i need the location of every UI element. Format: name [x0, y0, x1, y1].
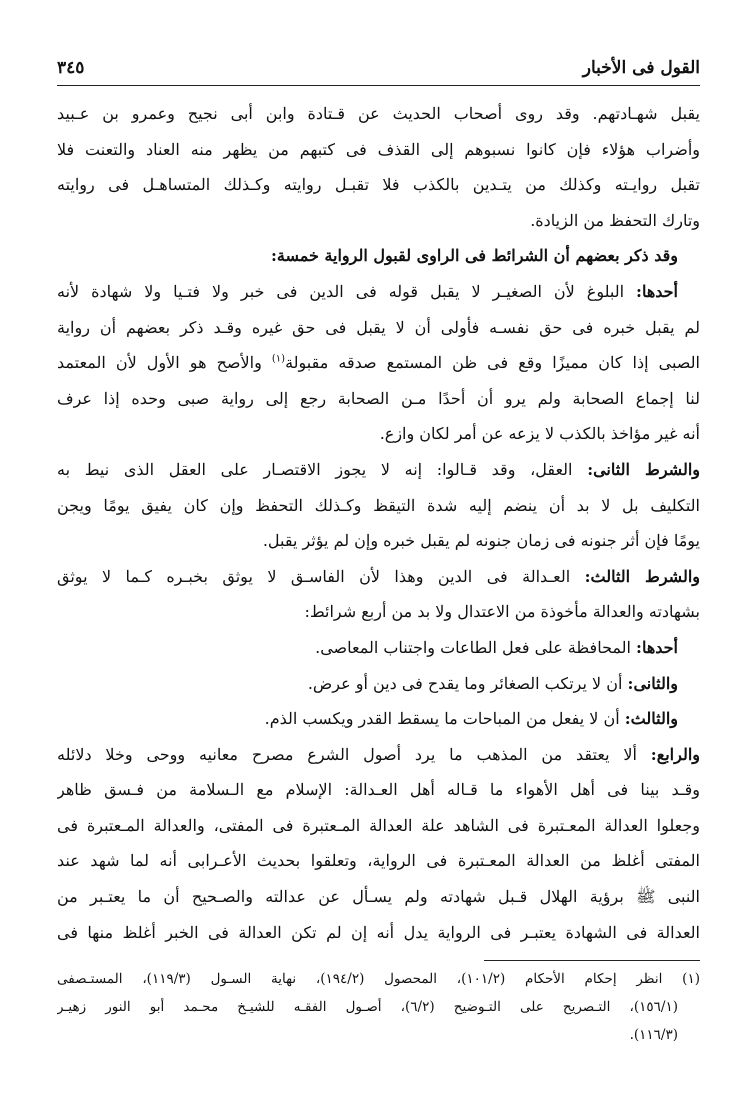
text-line: بشهادته والعدالة مأخوذة من الاعتدال ولا بد من أربع شرائط: — [304, 602, 700, 622]
sub-condition-text: أن لا يفعل من المباحات ما يسقط القدر ويكسب الذم. — [264, 709, 625, 729]
text-line: النبى ﷺ برؤية الهلال قـبل شهادته ولم يسـأل عن عدالته والصـحيح أن ما يعتـبر من — [57, 887, 700, 907]
text-line — [57, 345, 700, 381]
text-line: لم يقبل خبره فى حق نفسـه فأولى أن لا يقبل فى حق غيره وقـد ذكر بعضهم أن رواية — [57, 317, 700, 337]
section-intro — [57, 238, 700, 274]
text-line: وأضراب هؤلاء فإن كانوا نسبوهم إلى القذف فى كتبهم من يظهر منه العناد والتعنت فلا — [57, 139, 700, 159]
sub-condition — [57, 666, 700, 702]
text-line: العدالة فى الشهادة يعتبـر فى الرواية يدل أنه إن لم تكن العدالة فى الخبر أغلظ منها فى — [57, 922, 700, 942]
section-intro-text: وقد ذكر بعضهم أن الشرائط فى الراوى لقبول الرواية خمسة: — [270, 246, 678, 266]
footnote-marker[interactable]: (١) — [271, 353, 286, 365]
sub-condition-text: أن لا يرتكب الصغائر وما يقدح فى دين أو عرض. — [307, 673, 628, 693]
header-rule — [57, 85, 700, 86]
condition-text: الصبى إذا كان مميزًا وقع فى ظن المستمع صدقه مقبولة — [285, 353, 700, 373]
text-line: يومًا فإن أثر جنونه فى زمان جنونه لم يقبل خبره وإن لم يؤثر يقبل. — [262, 531, 700, 551]
page-number: ٣٤٥ — [57, 58, 85, 78]
sub-condition-lead: والثالث: — [624, 709, 678, 729]
running-title: القول فى الأخبار — [582, 58, 700, 78]
text-line: وقـد بينا فى أهل الأهواء ما قـاله أهل العـدالة: الإسلام مع الـسلامة من فـسق ظاهر — [57, 780, 700, 800]
text-line: لنا إجماع الصحابة ولم يرو أن أحدًا مـن الصحابة رجع إلى رواية صبى وحده إذا عرف — [57, 388, 700, 408]
text-line: أنه غير مؤاخذ بالكذب لا يزعه عن أمر لكان وازع. — [379, 424, 700, 444]
main-text — [57, 96, 700, 950]
footnote-separator — [484, 960, 700, 961]
sub-condition-lead: والثانى: — [627, 673, 678, 693]
condition-lead: والشرط الثانى: — [587, 459, 700, 479]
text-line: تقبل روايـته وكذلك من يتـدين بالكذب فلا تقبـل روايته وكـذلك المتساهـل فى روايته — [57, 175, 700, 195]
footnote-line: (١٥٦/١)، التـصريح على التـوضيح (٦/٢)، أصـول الفقـه للشيـخ محـمد أبو النور زهيـر — [57, 999, 678, 1016]
footnotes — [57, 965, 700, 1049]
sub-condition-lead: والرابع: — [650, 744, 700, 764]
footnote-line: (١) انظر إحكام الأحكام (١٠١/٢)، المحصول (١٩٤/٢)، نهاية السـول (١١٩/٣)، المستـصفى — [57, 971, 700, 988]
text-line — [57, 559, 700, 595]
condition-text: ألا يعتقد من المذهب ما يرد أصول الشرع مصرح معانيه ووحى وخلا دلائله — [57, 744, 651, 764]
condition-lead: والشرط الثالث: — [584, 566, 700, 586]
text-line: المفتى أغلظ من العدالة المعـتبرة فى الرواية، وتعلقوا بحديث الأعـرابى أنه لما شهد عند — [57, 851, 700, 871]
condition-text: البلوغ لأن الصغيـر لا يقبل قوله فى الدين فى خبر ولا فتـيا ولا شهادة لأنه — [57, 281, 637, 301]
text-line: التكليف بل لا بد أن ينضم إليه شدة التيقظ وكـذلك التحفظ وإن كان يفيق يومًا ويجن — [57, 495, 700, 515]
footnote-line: (١١٦/٣). — [629, 1027, 678, 1044]
condition-text: العقل، وقد قـالوا: إنه لا يجوز الاقتصـار على العقل الذى نيط به — [57, 459, 588, 479]
sub-condition-text: المحافظة على فعل الطاعات واجتناب المعاصى. — [315, 637, 637, 657]
text-line — [57, 737, 700, 773]
page-header — [57, 0, 700, 88]
sub-condition — [57, 630, 700, 666]
sub-condition — [57, 701, 700, 737]
condition-lead: أحدها: — [636, 281, 678, 301]
text-line: يقبل شهـادتهم. وقد روى أصحاب الحديث عن قـتادة وابن أبى نجيح وعمرو بن عـبيد — [57, 104, 700, 123]
condition-text: والأصح هو الأول لأن المعتمد — [57, 353, 272, 373]
text-line — [57, 274, 700, 310]
condition-text: العـدالة فى الدين وهذا لأن الفاسـق لا يوثق بخبـره كـما لا يوثق — [57, 566, 585, 586]
sub-condition-lead: أحدها: — [636, 637, 678, 657]
text-line: وجعلوا العدالة المعـتبرة فى الشاهد علة العدالة المـعتبرة فى المفتى، والعدالة المـعتبرة فى — [57, 815, 700, 835]
text-line — [57, 452, 700, 488]
text-line: وتارك التحفظ من الزيادة. — [530, 210, 700, 230]
